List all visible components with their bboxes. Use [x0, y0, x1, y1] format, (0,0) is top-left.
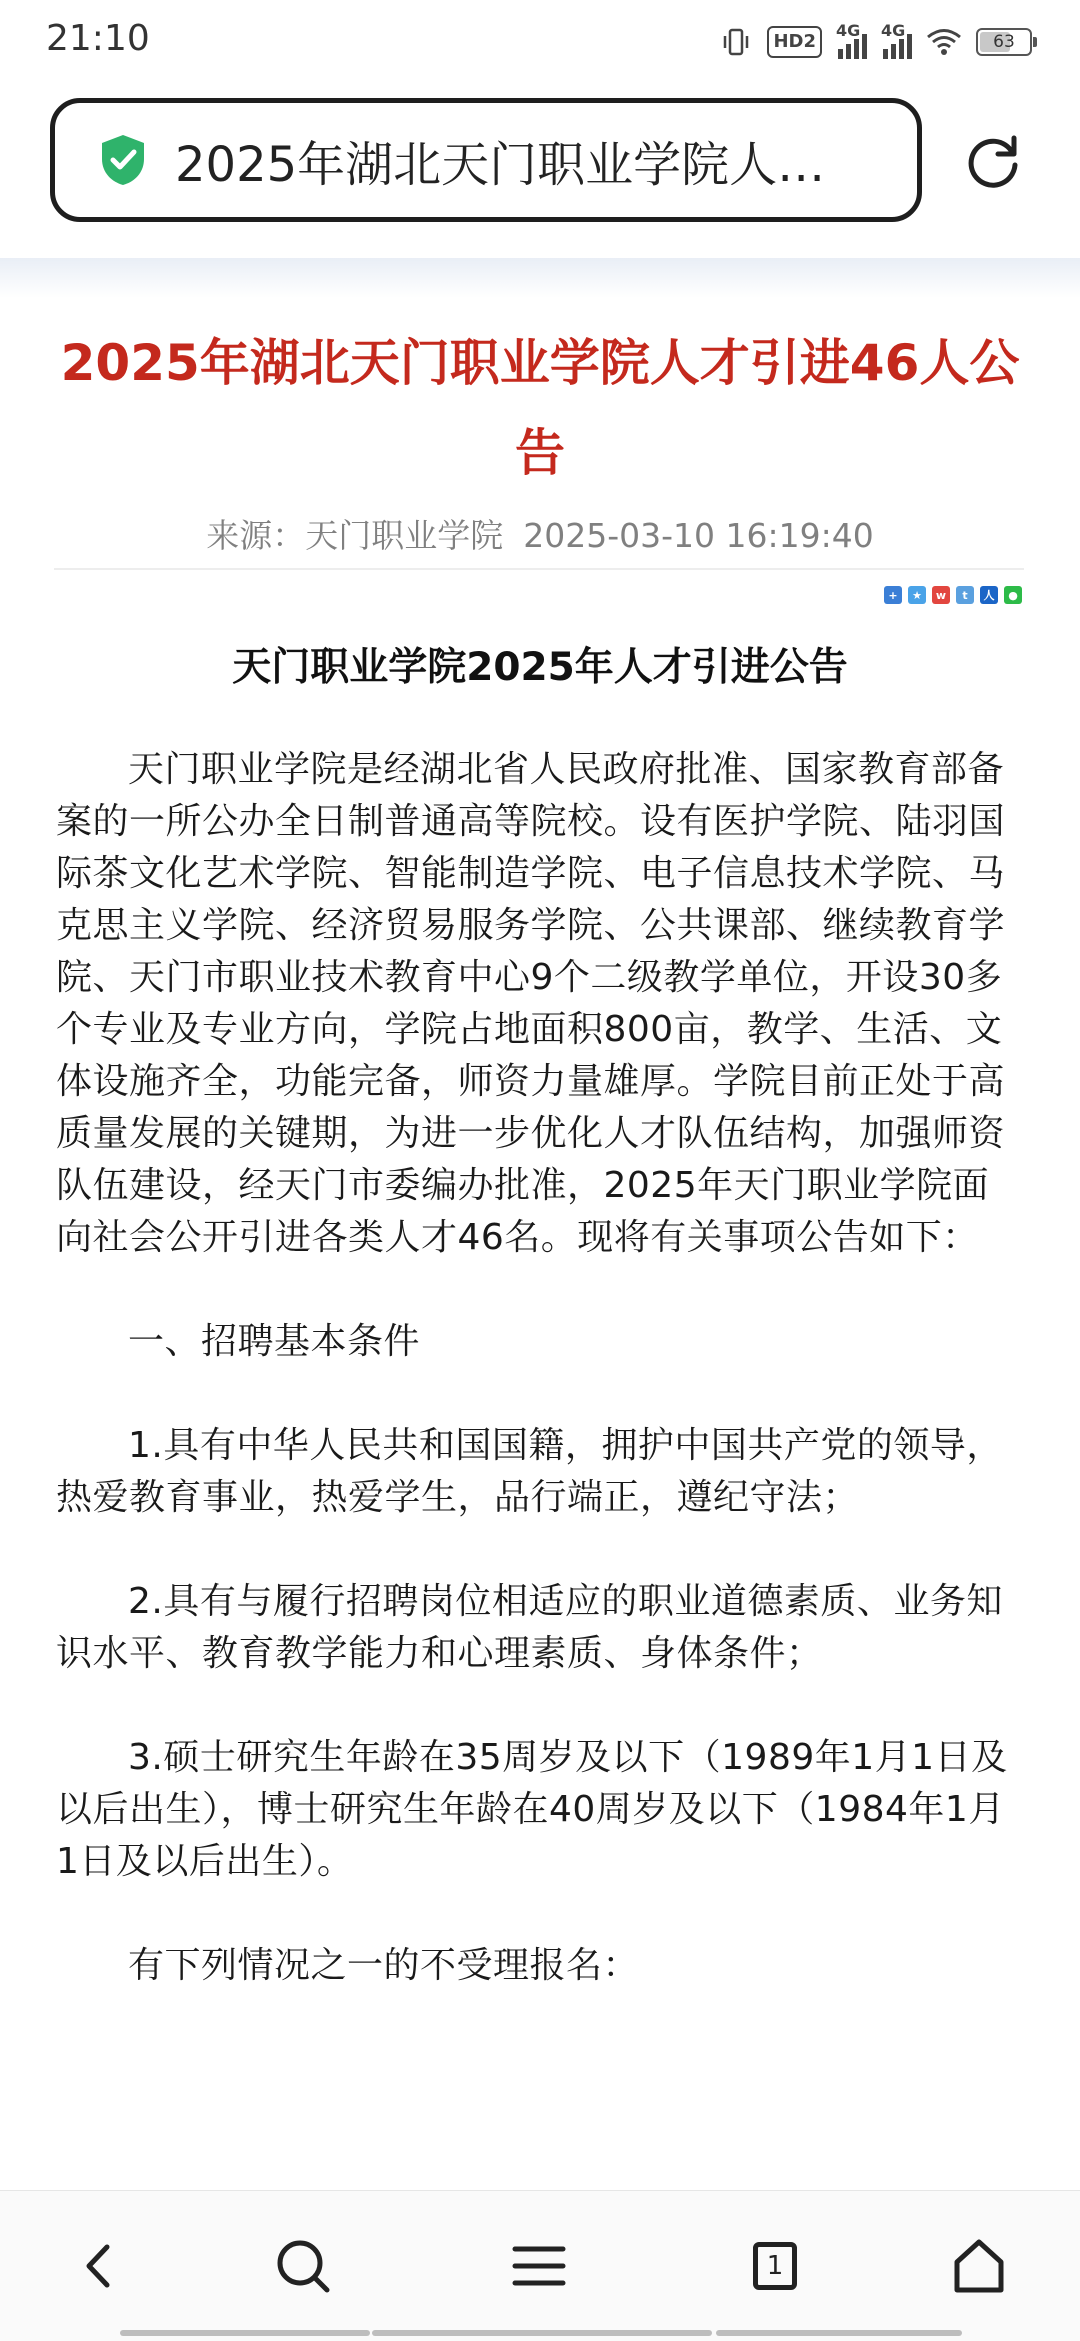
- tabs-button[interactable]: [740, 2231, 810, 2301]
- vibrate-icon: [719, 25, 753, 59]
- page-top-shade: [0, 258, 1080, 298]
- reload-icon[interactable]: [962, 130, 1024, 192]
- article-title: 2025年湖北天门职业学院人才引进46人公告: [60, 334, 1020, 482]
- notice-title: 天门职业学院2025年人才引进公告: [232, 645, 848, 690]
- share-wechat-icon[interactable]: ●: [1004, 586, 1022, 604]
- status-icons: [719, 22, 1032, 62]
- hd-call-icon: HD2: [767, 26, 822, 58]
- wifi-icon: [926, 28, 962, 56]
- tabs-count: 1: [753, 2242, 797, 2290]
- gesture-bar: [372, 2330, 712, 2336]
- paragraph: 有下列情况之一的不受理报名：: [128, 1945, 640, 1986]
- status-bar: [0, 0, 1080, 84]
- article-source: 来源：天门职业学院: [206, 516, 504, 555]
- back-arrow-icon: [79, 2241, 119, 2291]
- shield-check-icon: [99, 133, 147, 187]
- home-icon: [949, 2236, 1009, 2296]
- address-bar[interactable]: [50, 98, 922, 222]
- menu-icon: [511, 2241, 567, 2291]
- share-weibo-icon[interactable]: w: [932, 586, 950, 604]
- share-tqq-icon[interactable]: t: [956, 586, 974, 604]
- gesture-bar: [120, 2330, 370, 2336]
- battery-icon: [976, 28, 1032, 56]
- signal-icon-sim2: 4G: [881, 25, 912, 59]
- battery-level: 63: [993, 32, 1015, 52]
- bottom-nav: [0, 2190, 1080, 2341]
- share-qzone-icon[interactable]: ★: [908, 586, 926, 604]
- paragraph: 天门职业学院是经湖北省人民政府批准、国家教育部备案的一所公办全日制普通高等院校。设有医护学院、陆羽国际茶文化艺术学院、智能制造学院、电子信息技术学院、马克思主义学院、经济贸易服务学院、公共课部、继续教育学院、天门市职业技术教育中心9个二级教学单位，开设30多个专业及专业方向，学院占地面积800亩，教学、生活、文体设施齐全，功能完备，师资力量雄厚。学院目前正处于高质量发展的关键期，为进一步优化人才队伍结构，加强师资队伍建设，经天门市委编办批准，2025年天门职业学院面向社会公开引进各类人才46名。现将有关事项公告如下：: [56, 749, 1006, 1258]
- home-button[interactable]: [944, 2231, 1014, 2301]
- share-bar: [884, 586, 1022, 604]
- status-time: 21:10: [46, 18, 150, 59]
- article-meta: [56, 510, 1024, 557]
- search-button[interactable]: [268, 2231, 338, 2301]
- menu-button[interactable]: [504, 2231, 574, 2301]
- article-date: 2025-03-10 16:19:40: [523, 516, 874, 555]
- divider: [54, 568, 1024, 570]
- paragraph: 3.硕士研究生年龄在35周岁及以下（1989年1月1日及以后出生），博士研究生年龄在40周岁及以下（1984年1月1日及以后出生）。: [56, 1737, 1008, 1882]
- back-button[interactable]: [64, 2231, 134, 2301]
- share-renren-icon[interactable]: 人: [980, 586, 998, 604]
- article-body: [56, 744, 1024, 2044]
- search-icon: [273, 2236, 333, 2296]
- signal-icon-sim1: 4G: [836, 25, 867, 59]
- page-url-title[interactable]: 2025年湖北天门职业学院人…: [175, 136, 826, 193]
- paragraph: 2.具有与履行招聘岗位相适应的职业道德素质、业务知识水平、教育教学能力和心理素质、身体条件；: [56, 1581, 1003, 1674]
- gesture-bar: [716, 2330, 962, 2336]
- paragraph: 一、招聘基本条件: [128, 1321, 421, 1362]
- paragraph: 1.具有中华人民共和国国籍，拥护中国共产党的领导，热爱教育事业，热爱学生，品行端正，遵纪守法；: [56, 1425, 1003, 1518]
- share-more-icon[interactable]: +: [884, 586, 902, 604]
